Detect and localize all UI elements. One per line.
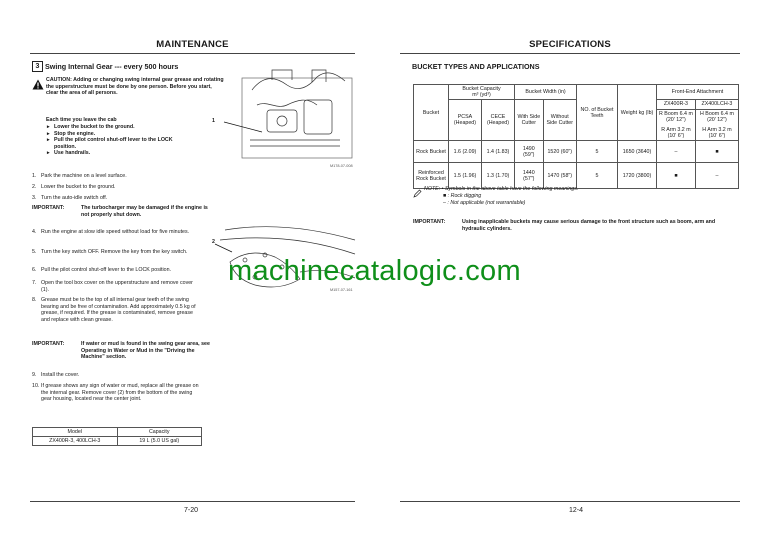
bucket-section-title: BUCKET TYPES AND APPLICATIONS: [412, 62, 540, 71]
table-row: [33, 428, 202, 437]
table-cell: 1.3 (1.70): [481, 163, 514, 189]
table-cell: ■: [657, 163, 696, 189]
capacity-table: [32, 427, 202, 446]
table-cell: Reinforced Rock Bucket: [414, 163, 449, 189]
step-10: 10. If grease shows any sign of water or mud, replace all the grease on the internal gear. Remove cover (2) from the bottom of the swing gear housing, located near the center joint.: [32, 383, 199, 403]
table-row: [414, 85, 739, 100]
table-cell: –: [657, 141, 696, 163]
left-footer-rule: [30, 501, 355, 502]
table-cell: 1.4 (1.83): [481, 141, 514, 163]
tool-box-figure: [212, 60, 358, 170]
fig1-code: M178-07-008: [330, 164, 353, 168]
table-header: Model: [33, 428, 118, 437]
table-header: CECE (Heaped): [481, 100, 514, 141]
step-1: 1. Park the machine on a level surface.: [32, 173, 127, 179]
table-header: Weight kg (lb): [618, 85, 657, 141]
each-time-item: ▸ Use handrails.: [46, 150, 196, 157]
table-cell: ■: [695, 141, 738, 163]
right-header-rule: [400, 53, 740, 54]
each-time-item: ▸ Lower the bucket to the ground.: [46, 124, 196, 131]
each-time-heading: Each time you leave the cab: [46, 117, 117, 123]
table-header: Without Side Cutter: [543, 100, 576, 141]
step-6: 6. Pull the pilot control shut-off lever to the LOCK position.: [32, 267, 172, 273]
table-cell: Rock Bucket: [414, 141, 449, 163]
note-symbol-rock: ■ : Rock digging: [443, 193, 482, 199]
step-2: 2. Lower the bucket to the ground.: [32, 184, 116, 190]
table-cell: 1650 (3640): [618, 141, 657, 163]
table-cell: 5: [577, 163, 618, 189]
table-header: PCSA (Heaped): [449, 100, 482, 141]
table-cell: 1720 (3800): [618, 163, 657, 189]
table-header: NO. of Bucket Teeth: [577, 85, 618, 141]
table-cell: 1.6 (2.09): [449, 141, 482, 163]
table-cell: 5: [577, 141, 618, 163]
step-9: 9. Install the cover.: [32, 372, 80, 378]
table-cell: 1.5 (1.96): [449, 163, 482, 189]
table-header: R Boom 6.4 m (20' 12") R Arm 3.2 m (10' 6"): [657, 109, 696, 141]
table-row: [33, 437, 202, 446]
fig2-callout: 2: [212, 239, 215, 245]
important-turbocharger: IMPORTANT: The turbocharger may be damaged if the engine is not properly shut down.: [32, 205, 208, 218]
note-symbol-na: – : Not applicable (not warrantable): [443, 200, 526, 206]
section-title: Swing Internal Gear --- every 500 hours: [45, 62, 179, 71]
table-header: H Boom 6.4 m (20' 12") H Arm 3.2 m (10' 6"): [695, 109, 738, 141]
bucket-table: [413, 84, 739, 189]
important-water-mud: IMPORTANT: If water or mud is found in the swing gear area, see Operating in Water or Mud in the "Driving the Machine" section.: [32, 341, 210, 361]
step-7: 7. Open the tool box cover on the upperstructure and remove cover (1).: [32, 280, 193, 293]
table-header: Bucket Capacity m³ (yd³): [449, 85, 515, 100]
right-page-number: 12-4: [569, 507, 584, 514]
table-cell: –: [695, 163, 738, 189]
step-5: 5. Turn the key switch OFF. Remove the key from the key switch.: [32, 249, 188, 255]
table-header: Capacity: [117, 428, 202, 437]
step-3: 3. Turn the auto-idle switch off.: [32, 195, 108, 201]
fig1-callout: 1: [212, 118, 215, 124]
table-header: Front-End Attachment: [657, 85, 739, 100]
fig2-code: M157-07-161: [330, 288, 353, 292]
each-time-list: [46, 124, 196, 157]
table-cell: 1520 (60"): [543, 141, 576, 163]
note-pencil-icon: [413, 185, 422, 194]
table-cell: 19 L (5.0 US gal): [117, 437, 202, 446]
warning-triangle-icon: [32, 77, 44, 88]
table-header: Bucket Width (in): [515, 85, 577, 100]
left-page-header: MAINTENANCE: [156, 39, 229, 50]
each-time-item: ▸ Pull the pilot control shut-off lever to the LOCK position.: [46, 137, 196, 150]
important-buckets: IMPORTANT: Using inapplicable buckets may cause serious damage to the front structure such as boom, arm and hydraulic cylinders.: [413, 219, 716, 232]
caution-text: CAUTION: Adding or changing swing internal gear grease and rotating the upperstructure must be done by one person. Before you start, clear the area of all persons.: [46, 77, 224, 97]
watermark-text: machinecatalogic.com: [228, 255, 521, 287]
step-8: 8. Grease must be to the top of all internal gear teeth of the swing bearing and be free of contamination. Add approximately 0.5 kg of grease, if required. If the grease is contaminated, remove grease and replace with clean grease.: [32, 297, 196, 323]
note-text: NOTE: • Symbols in the above table have the following meanings.: [424, 186, 579, 192]
table-cell: 1490 (59"): [515, 141, 543, 163]
table-header: With Side Cutter: [515, 100, 543, 141]
table-row: [414, 100, 739, 109]
table-header: ZX400LCH-3: [695, 100, 738, 109]
left-page-number: 7-20: [184, 507, 199, 514]
step-4: 4. Run the engine at slow idle speed without load for five minutes.: [32, 229, 190, 235]
table-header: Bucket: [414, 85, 449, 141]
table-row: [414, 141, 739, 163]
left-header-rule: [30, 53, 355, 54]
right-footer-rule: [400, 501, 740, 502]
right-page-header: SPECIFICATIONS: [529, 39, 611, 50]
each-time-item: ▸ Stop the engine.: [46, 131, 196, 138]
table-cell: ZX400R-3, 400LCH-3: [33, 437, 118, 446]
table-cell: 1440 (57"): [515, 163, 543, 189]
table-header: ZX400R-3: [657, 100, 696, 109]
table-cell: 1470 (58"): [543, 163, 576, 189]
section-number: 3: [32, 61, 43, 72]
